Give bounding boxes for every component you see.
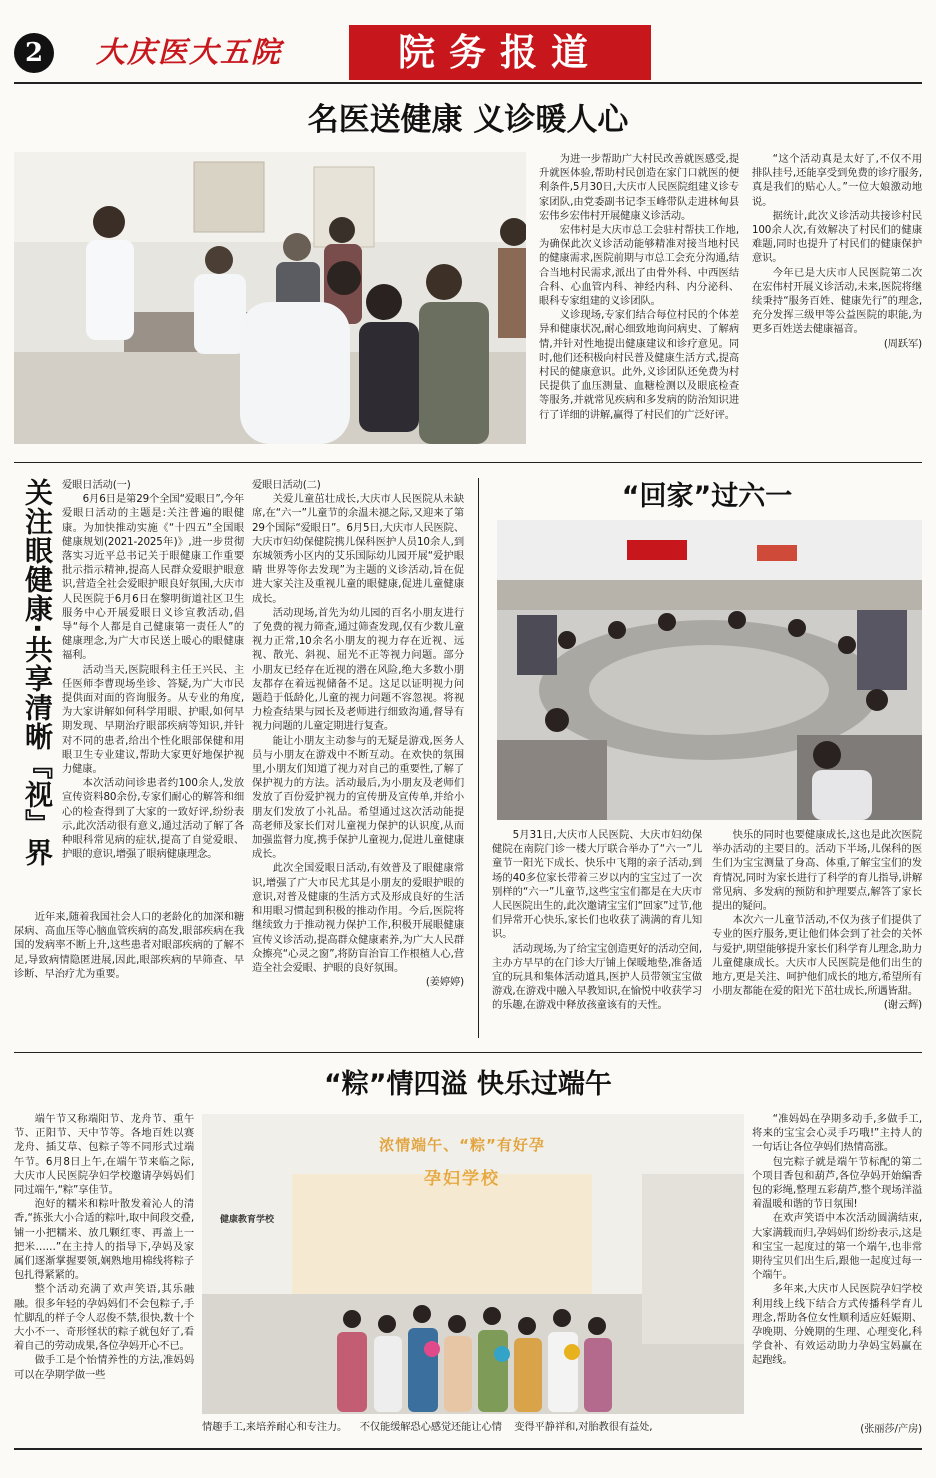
article4-paragraph: 包完粽子就是端午节标配的第二个项目香包和葫芦,各位孕妈开始编香包的彩绳,整理五彩葫芦,整个现场洋溢着温暖和谐的节日氛围! [752,1155,922,1211]
article4-paragraph: 泡好的糯米和粽叶散发着沁人的清香,“拣张大小合适的粽叶,取中间段交叠,铺一小把糯米、放几颗红枣、再盖上一把米……”在主持人的指导下,孕妈及家属们逐渐掌握要领,娴熟地用棉线将粽子包扎得紧紧的。 [14,1198,194,1282]
article4-title: “粽”情四溢 快乐过端午 [324,1069,612,1100]
article3-author: (谢云辉) [883,999,922,1012]
article1-col1 [539,152,739,446]
article4-fragment: 不仅能缓解恐心感觉还能让心情 [359,1421,502,1433]
footer-rule [14,1448,922,1450]
article4-paragraph: 多年来,大庆市人民医院孕妇学校利用线上线下结合方式传播科学育儿理念,帮助各位女性顺利适应妊娠期、孕晚期、分娩期的生理、心理变化,科学食补、有效运动助力孕妈宝妈赢在起跑线。 [752,1283,922,1367]
article3-title: “回家”过六一 [621,481,793,512]
article1-photo [14,152,526,444]
photo-banner-subtext: 孕妇学校 [424,1169,500,1189]
article1-paragraph: 今年已是大庆市人民医院第二次在宏伟村开展义诊活动,未来,医院将继续秉持“服务百姓、健康先行”的理念,充分发挥三级甲等公益医院的职能,为更多百姓送去健康福音。 [752,266,922,336]
article2-col2 [252,478,464,1040]
article4-paragraph: “准妈妈在孕期多动手,多做手工,将来的宝宝会心灵手巧哦!”主持人的一句话让各位孕妈们热情高涨。 [752,1113,922,1154]
article2-paragraph: 活动现场,首先为幼儿园的百名小朋友进行了免费的视力筛查,通过筛查发现,仅有少数儿童视力正常,10余名小朋友的视力存在近视、远视、散光、斜视、屈光不正等视力问题。部分小朋友已经存在近视的潜在风险,绝大多数小朋友都存在着远视储备不足。这足以证明视力问题趋于低龄化,儿童的视力问题不容忽视。将视力检查结果与园长及老师进行细致沟通,督导有视力问题的儿童定期进行复查。 [252,606,464,733]
article1-paragraph: 为进一步帮助广大村民改善就医感受,提升就医体验,帮助村民创造在家门口就医的便利条件,5月30日,大庆市人民医院组建义诊专家团队,由党委副书记李玉峰带队走进林甸县宏伟乡宏伟村开展健康义诊活动。 [539,153,739,222]
article4-paragraph: 整个活动充满了欢声笑语,其乐融融。很多年轻的孕妈妈们不会包粽子,手忙脚乱的样子令人忍俊不禁,很快,数十个大小不一、奇形怪状的粽子就包好了,看着自己的劳动成果,各位孕妈开心不已。 [14,1283,194,1353]
article3-col1 [492,828,702,1040]
photo-wall-text: 健康教育学校 [219,1215,274,1225]
article4-col1 [14,1112,194,1464]
article2-paragraph: 关爱儿童茁壮成长,大庆市人民医院从未缺席,在“六一”儿童节的余温未褪之际,又迎来了第29个国际“爱眼日”。6月5日,大庆市人民医院、大庆市妇幼保健院携儿保科医护人员10余人,到东城领秀小区内的艾乐国际幼儿园开展“爱护眼睛 世界等你去发现”为主题的义诊活动,旨在促进大家关注及重视儿童的眼健康,促进儿童健康成长。 [252,493,464,605]
section-title: 院务报道 [398,31,602,74]
header-rule [14,82,922,84]
article2-paragraph: 能让小朋友主动参与的无疑是游戏,医务人员与小朋友在游戏中不断互动。在欢快的氛围里,小朋友们知道了视力对自己的重要性,了解了保护视力的方法。活动最后,为小朋友及老师们发放了百份爱护视力的宣传册及宣传单,并给小朋友们发放了小礼品。希望通过这次活动能提高老师及家长们对儿童视力保护的认识度,从而加强监督力度,携手保护儿童视力,促进儿童健康成长。 [252,734,464,861]
article2-paragraph: 近年来,随着我国社会人口的老龄化的加深和糖尿病、高血压等心脑血管疾病的高发,眼部疾病在我国的发病率不断上升,这些患者对眼部疾病的了解不足,导致病情隐匿进展,因此,眼部疾病的早筛查、早诊断、早治疗尤为重要。 [14,911,244,980]
article2-paragraph: 此次全国爱眼日活动,有效普及了眼健康常识,增强了广大市民尤其是小朋友的爱眼护眼的意识,对普及健康的生活方式及形成良好的生活和用眼习惯起到积极的推动作用。今后,医院将继续致力于推动视力保护工作,积极开展眼健康宣传义诊活动,提高群众健康素养,为广大人民群众擦亮“心灵之窗”,将防盲治盲工作根植人心,营造全社会爱眼、护眼的良好氛围。 [252,862,464,974]
article4-fragment: 变得平静祥和,对胎教很有益处, [514,1421,653,1433]
article3-paragraph: 本次六一儿童节活动,不仅为孩子们提供了专业的医疗服务,更让他们体会到了社会的关怀与爱护,期望能够提升家长们科学育儿理念,助力儿童健康成长。大庆市人民医院是他们出生的地方,更是关注、呵护他们成长的地方,希望所有小朋友都能在爱的阳光下茁壮成长,所遇皆甜。 [712,914,922,998]
article1-paragraph: 义诊现场,专家们结合每位村民的个体差异和健康状况,耐心细致地询问病史、了解病情,并针对性地提出健康建议和诊疗意见。同时,他们还积极向村民普及健康生活方式,提高村民的健康意识。此外,义诊团队还免费为村民提供了血压测量、血糖检测以及眼底检查等服务,并就常见疾病和多发病的防治知识进行了详细的讲解,赢得了村民们的广泛好评。 [539,309,739,421]
article1-paragraph: “这个活动真是太好了,不仅不用排队挂号,还能享受到免费的诊疗服务,真是我们的贴心人。”一位大娘激动地说。 [752,153,922,208]
article1-col2 [752,152,922,446]
children-day-photo [497,520,922,820]
article2-title: 关注眼健康·共享清晰『视』界 [21,478,54,867]
article4-photo-caption-line [202,1420,744,1438]
article4-author: (张丽莎/产房) [860,1423,922,1435]
free-clinic-photo [14,152,526,444]
column-divider [478,478,479,1038]
newspaper-logo: 大庆医大五院 [96,35,283,69]
article3-paragraph: 快乐的同时也要健康成长,这也是此次医院举办活动的主要目的。活动下半场,儿保科的医生们为宝宝测量了身高、体重,了解宝宝们的发育情况,同时为家长进行了科学的育儿指导,讲解常见病、多发病的预防和护理要点,解答了家长提出的疑问。 [712,829,922,913]
article3-paragraph: 活动现场,为了给宝宝创造更好的活动空间,主办方早早的在门诊大厅铺上保暖地垫,准备适宜的玩具和集体活动道具,医护人员带领宝宝做游戏,在游戏中融入早教知识,在愉悦中收获学习的乐趣,在游戏中释放孩童该有的天性。 [492,942,702,1012]
article2-paragraph: 本次活动问诊患者约100余人,发放宣传资料80余份,专家们耐心的解答和细心的检查得到了大家的一致好评,纷纷表示,此次活动很有意义,通过活动了解了各种眼科常见病的症状,提高了自觉爱眼、护眼的意识,增强了眼病健康理念。 [62,777,244,861]
photo-banner-text: 浓情端午、“粽”有好孕 [379,1136,545,1154]
article4-paragraph: 做手工是个怡情养性的方法,准妈妈可以在孕期学做一些 [14,1354,194,1381]
article3-col2 [712,828,922,1040]
article4-photo [202,1114,744,1414]
article2-author: (姜婷婷) [425,976,464,989]
article3-photo [497,520,922,820]
dragon-boat-photo [202,1114,744,1414]
article4-fragment: 情趣手工,来培养耐心和专注力。 [202,1421,348,1433]
article2-paragraph: 6月6日是第29个全国“爱眼日”,今年爱眼日活动的主题是:关注普遍的眼健康。为加快推动实施《“十四五”全国眼健康规划(2021-2025年)》,进一步贯彻落实习近平总书记关于眼健康工作重要批示指示精神,提高人民群众爱眼护眼意识,营造全社会爱眼护眼良好氛围,大庆市人民医院于6月6日在黎明街道社区卫生服务中心开展爱眼日义诊宣教活动,倡导“每个人都是自己健康第一责任人”的健康理念,为广大市民送上暖心的眼健康福利。 [62,493,244,662]
article4-paragraph: 端午节又称端阳节、龙舟节、重午节、正阳节、天中节等。各地百姓以赛龙舟、插艾草、包粽子等不同形式过端午节。6月8日上午,在端午节来临之际,大庆市人民医院孕妇学校邀请孕妈妈们同过端午,“粽”享佳节。 [14,1113,194,1197]
article2-subtitle: 爱眼日活动(一) [62,479,131,491]
article3-paragraph: 5月31日,大庆市人民医院、大庆市妇幼保健院在南院门诊一楼大厅联合举办了“六一”儿童节一阳光下成长、快乐中飞翔的亲子活动,到场的40多位家长带着三岁以内的宝宝过了一次别样的“六一”儿童节,这些宝宝们都是在大庆市人民医院出生的,此次邀请宝宝们“回家”过节,他们异常开心快乐,家长们也收获了满满的育儿知识。 [492,829,702,941]
article2-paragraph: 活动当天,医院眼科主任王兴民、主任医师李曹现场坐诊、答疑,为广大市民提供面对面的咨询服务。从专业的角度,为大家讲解如何科学用眼、护眼,如何早期发现、早期治疗眼部疾病等知识,并针对不同的患者,给出个性化眼部保健和用眼卫生专业建议,帮助大家更好地保护视力健康。 [62,663,244,776]
article1-author: (周跃军) [883,337,922,350]
article2-col1-bottom [14,910,244,1040]
article2-col1 [62,478,244,908]
section-divider [14,1052,922,1053]
article2-subtitle: 爱眼日活动(二) [252,479,321,491]
page-number-badge: 2 [14,33,54,73]
section-divider [14,462,922,463]
article4-col3 [752,1112,922,1438]
article1-title: 名医送健康 义诊暖人心 [307,102,629,138]
article1-paragraph: 据统计,此次义诊活动共接诊村民100余人次,有效解决了村民们的健康难题,同时也提升了村民们的健康保护意识。 [752,209,922,265]
article1-paragraph: 宏伟村是大庆市总工会驻村帮扶工作地,为确保此次义诊活动能够精准对接当地村民的健康需求,医院前期与市总工会充分沟通,结合当地村民需求,派出了由骨外科、中西医结合科、心血管内科、神经内科、内分泌科、眼科专家组建的义诊团队。 [539,224,739,308]
article4-paragraph: 在欢声笑语中本次活动圆满结束,大家满载而归,孕妈妈们纷纷表示,这是和宝宝一起度过的第一个端午,也非常期待宝贝们出生后,跟他一起度过每一个端午。 [752,1212,922,1282]
